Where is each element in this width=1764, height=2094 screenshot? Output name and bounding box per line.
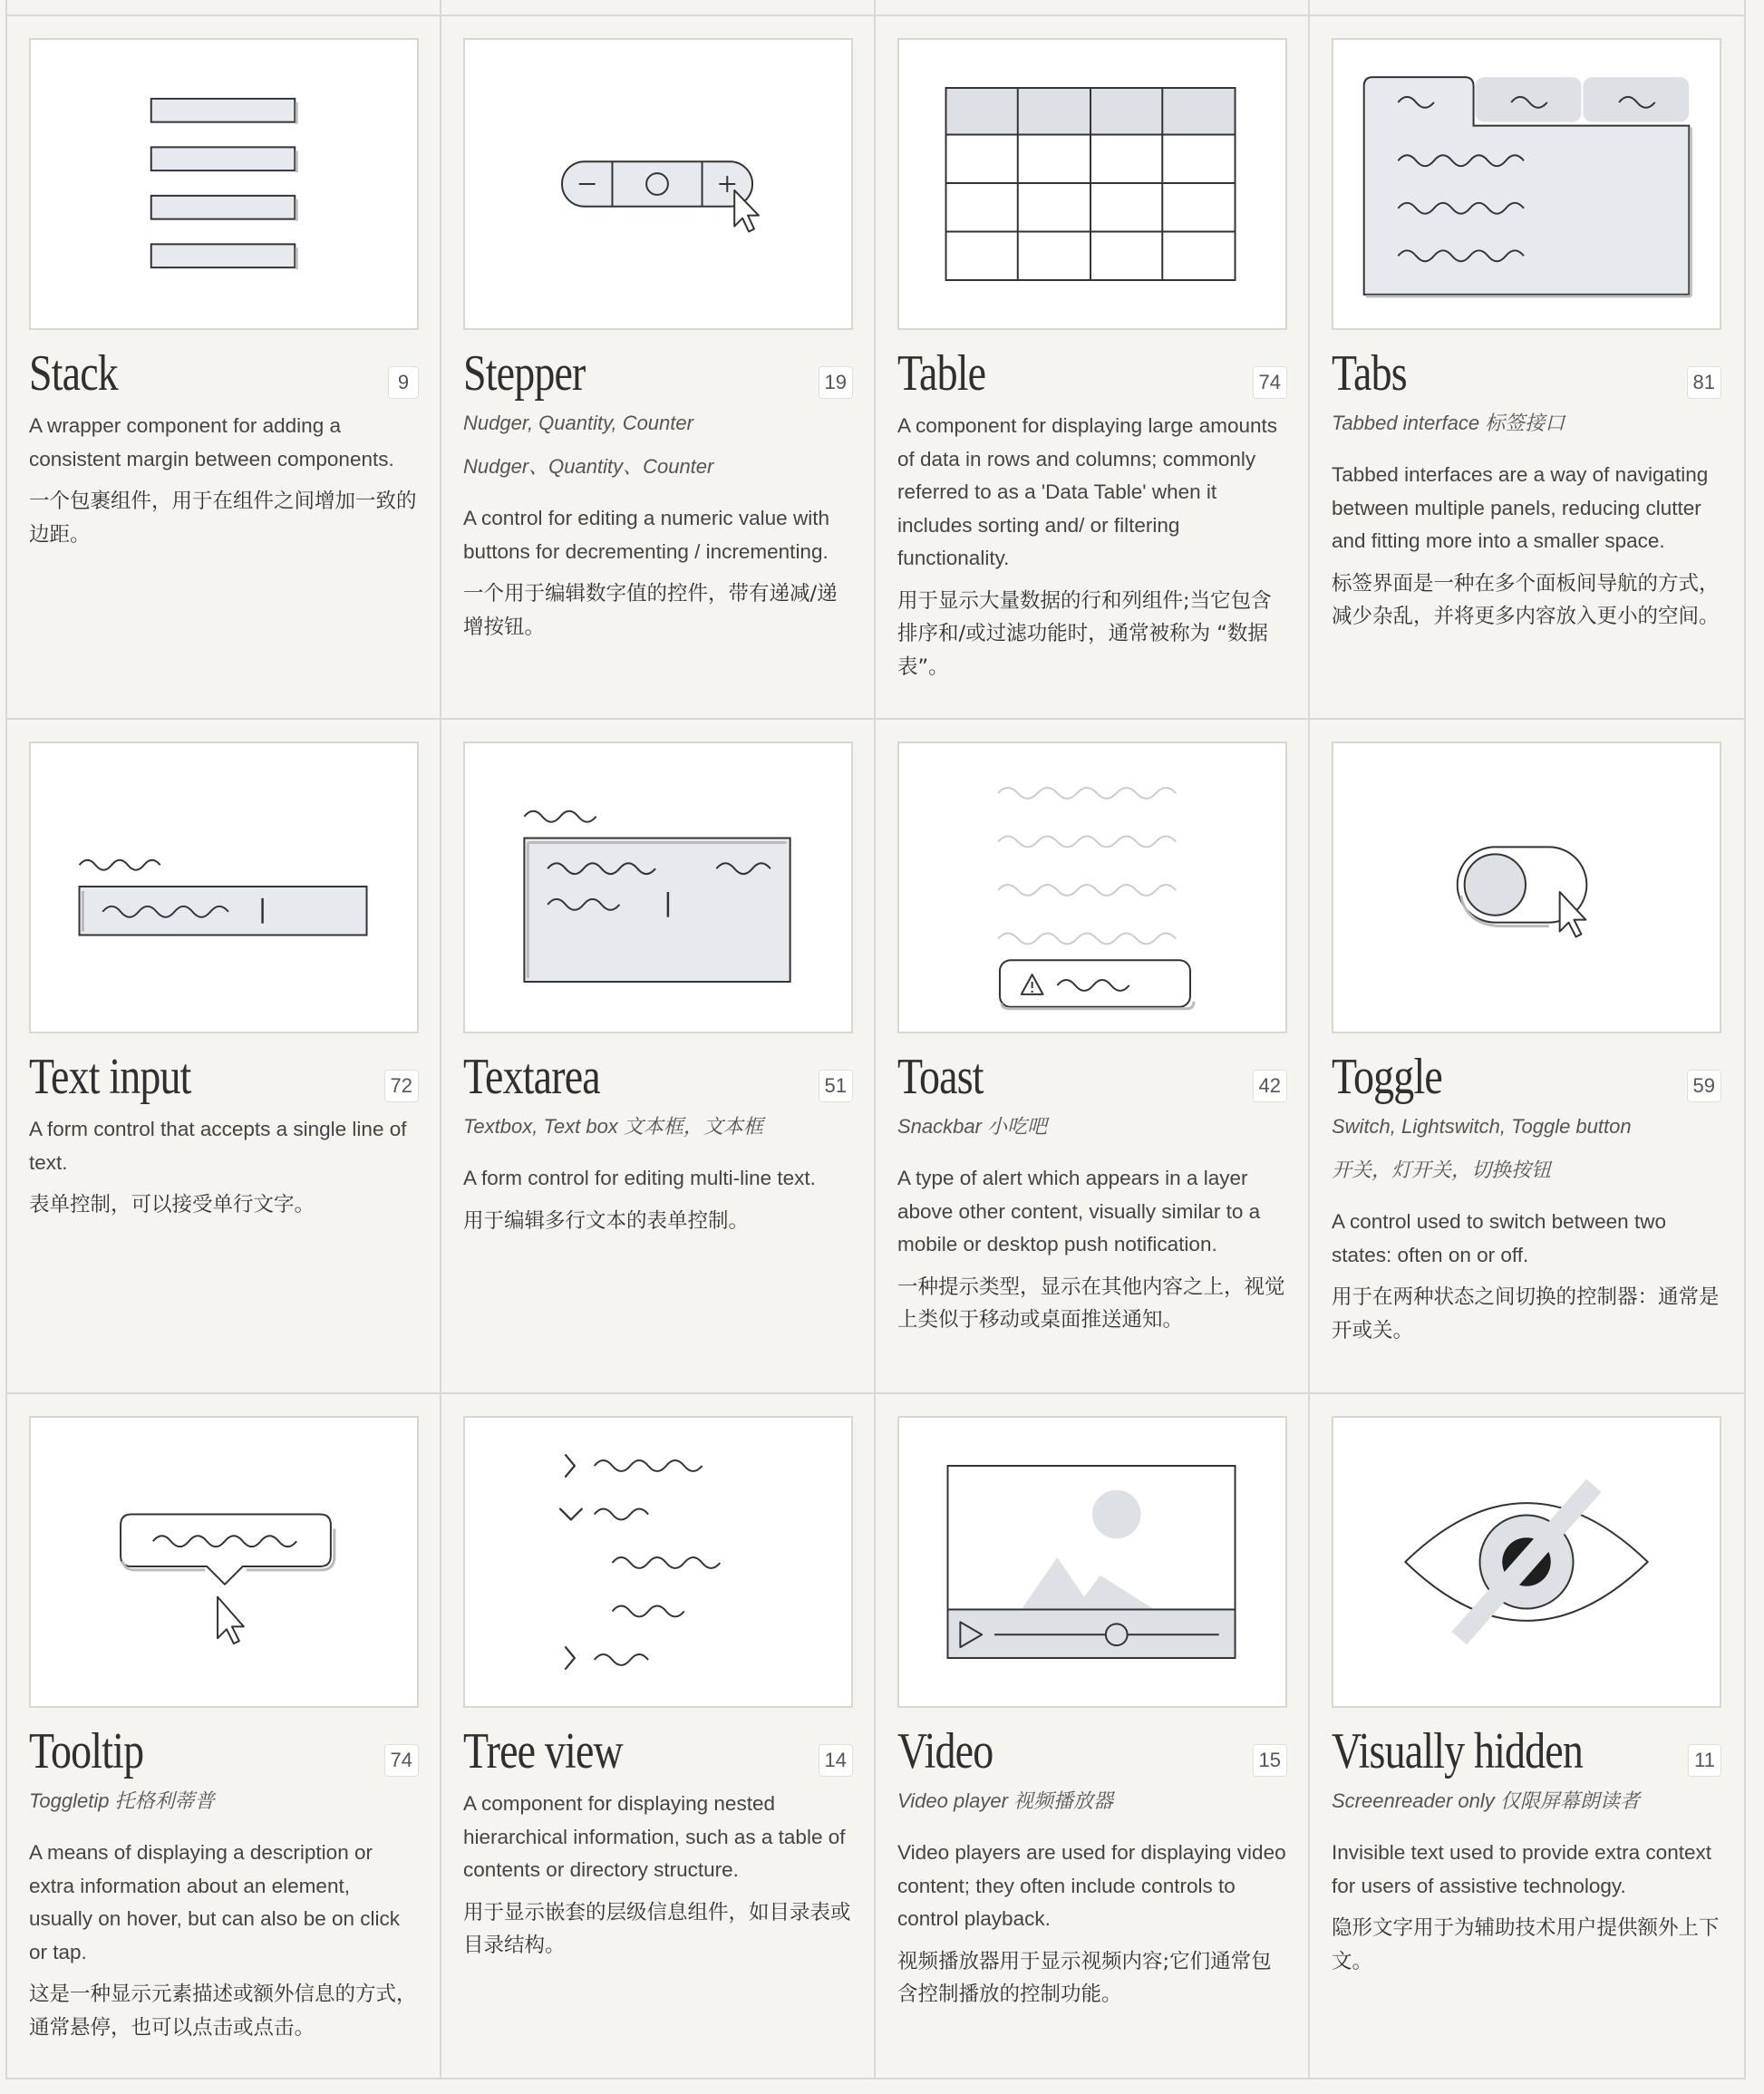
component-card-toggle[interactable] [1310,720,1744,1394]
component-card-stack[interactable] [7,16,441,720]
stepper-illustration [463,38,853,330]
count-badge: 72 [384,1070,419,1102]
component-description-zh: 一个用于编辑数字值的控件，带有递减/递增按钮。 [463,582,838,639]
video-illustration [897,1416,1287,1708]
component-title[interactable]: Tabs [1332,345,1407,402]
component-card-visually-hidden[interactable] [1310,1394,1744,2079]
component-description-zh: 表单控制，可以接受单行文字。 [29,1193,315,1217]
visually-hidden-illustration [1332,1416,1721,1708]
component-description-zh: 隐形文字用于为辅助技术用户提供额外上下文。 [1332,1916,1720,1973]
toggle-illustration [1332,742,1721,1033]
component-description: A type of alert which appears in a layer above other content, visually similar to a mobile or desktop push notification. [897,1167,1261,1255]
component-description-zh: 一个包裹组件，用于在组件之间增加一致的边距。 [29,490,417,547]
component-title[interactable]: Visually hidden [1332,1723,1584,1779]
component-description: A component for displaying nested hierarchical information, such as a table of contents or directory structure. [463,1792,846,1881]
component-alias: Tabbed interface 标签接口 [1332,412,1565,434]
text-input-illustration [29,742,419,1033]
component-alias: Video player 视频播放器 [897,1789,1114,1812]
grid-top-spacer [7,0,441,16]
textarea-illustration [463,742,853,1033]
component-card-toast[interactable] [876,720,1310,1394]
component-title[interactable]: Stepper [463,345,586,402]
component-description-zh: 用于显示大量数据的行和列组件;当它包含排序和/或过滤功能时，通常被称为 “数据表”。 [897,588,1272,679]
count-badge: 74 [1253,366,1287,399]
component-card-tree-view[interactable] [441,1394,876,2079]
component-title[interactable]: Toggle [1332,1049,1442,1105]
component-card-video[interactable] [876,1394,1310,2079]
component-description: A form control for editing multi-line text. [463,1167,816,1189]
component-description-zh: 用于编辑多行文本的表单控制。 [463,1208,750,1233]
component-description: A control for editing a numeric value with buttons for decrementing / incrementing. [463,507,829,563]
tabs-illustration [1332,38,1721,330]
count-badge: 81 [1687,366,1721,399]
component-title[interactable]: Tree view [463,1723,623,1779]
component-description-zh: 一种提示类型，显示在其他内容之上，视觉上类似于移动或桌面推送通知。 [897,1275,1285,1332]
tooltip-illustration [29,1416,419,1708]
component-alias: Snackbar 小吃吧 [897,1115,1048,1138]
component-title[interactable]: Toast [897,1049,984,1105]
stack-illustration [29,38,419,330]
component-description: A component for displaying large amounts of data in rows and columns; commonly referred to as a 'Data Table' when it includes sorting and/ or filtering functionality. [897,414,1277,569]
component-title[interactable]: Table [897,345,986,402]
toast-illustration [897,742,1287,1033]
tree-view-illustration [463,1416,853,1708]
component-alias: Screenreader only 仅限屏幕朗读者 [1332,1789,1640,1812]
component-description: Video players are used for displaying video content; they often include controls to control playback. [897,1841,1286,1930]
grid-top-spacer [876,0,1310,16]
grid-top-spacer [441,0,876,16]
component-alias-zh: Nudger、Quantity、Counter [463,455,714,478]
component-description: Tabbed interfaces are a way of navigating between multiple panels, reducing clutter and fitting more into a smaller space. [1332,463,1709,552]
component-title[interactable]: Stack [29,345,118,402]
component-card-table[interactable] [876,16,1310,720]
component-description: Invisible text used to provide extra context for users of assistive technology. [1332,1841,1711,1897]
component-description-zh: 标签界面是一种在多个面板间导航的方式，减少杂乱，并将更多内容放入更小的空间。 [1332,571,1720,628]
count-badge: 51 [819,1070,853,1102]
component-description-zh: 用于在两种状态之间切换的控制器：通常是开或关。 [1332,1285,1720,1343]
count-badge: 11 [1688,1744,1721,1777]
component-description-zh: 视频播放器用于显示视频内容;它们通常包含控制播放的控制功能。 [897,1949,1272,2006]
component-description: A form control that accepts a single line of text. [29,1118,407,1174]
component-description: A wrapper component for adding a consistent margin between components. [29,414,394,470]
count-badge: 59 [1687,1070,1721,1102]
component-title[interactable]: Tooltip [29,1723,144,1779]
count-badge: 42 [1253,1070,1287,1102]
component-card-textarea[interactable] [441,720,876,1394]
component-alias-zh: 开关，灯开关，切换按钮 [1332,1158,1552,1181]
count-badge: 15 [1253,1744,1287,1777]
component-alias: Toggletip 托格利蒂普 [29,1789,215,1812]
component-description: A means of displaying a description or extra information about an element, usually on hover, but can also be on click or tap. [29,1841,400,1963]
count-badge: 9 [388,366,419,399]
component-card-tabs[interactable] [1310,16,1744,720]
grid-top-spacer [1310,0,1744,16]
component-alias: Textbox, Text box 文本框，文本框 [463,1115,763,1138]
table-illustration [897,38,1287,330]
component-card-tooltip[interactable] [7,1394,441,2079]
component-alias: Nudger, Quantity, Counter [463,412,693,434]
component-description-zh: 用于显示嵌套的层级信息组件，如目录表或目录结构。 [463,1900,851,1957]
count-badge: 14 [819,1744,853,1777]
component-title[interactable]: Video [897,1723,993,1779]
component-grid [5,0,1746,2079]
component-description-zh: 这是一种显示元素描述或额外信息的方式，通常悬停，也可以点击或点击。 [29,1983,417,2040]
count-badge: 74 [384,1744,419,1777]
component-title[interactable]: Text input [29,1049,191,1105]
component-title[interactable]: Textarea [463,1049,600,1105]
component-alias: Switch, Lightswitch, Toggle button [1332,1115,1632,1138]
component-card-text-input[interactable] [7,720,441,1394]
count-badge: 19 [819,366,853,399]
component-description: A control used to switch between two states: often on or off. [1332,1210,1666,1266]
component-card-stepper[interactable] [441,16,876,720]
